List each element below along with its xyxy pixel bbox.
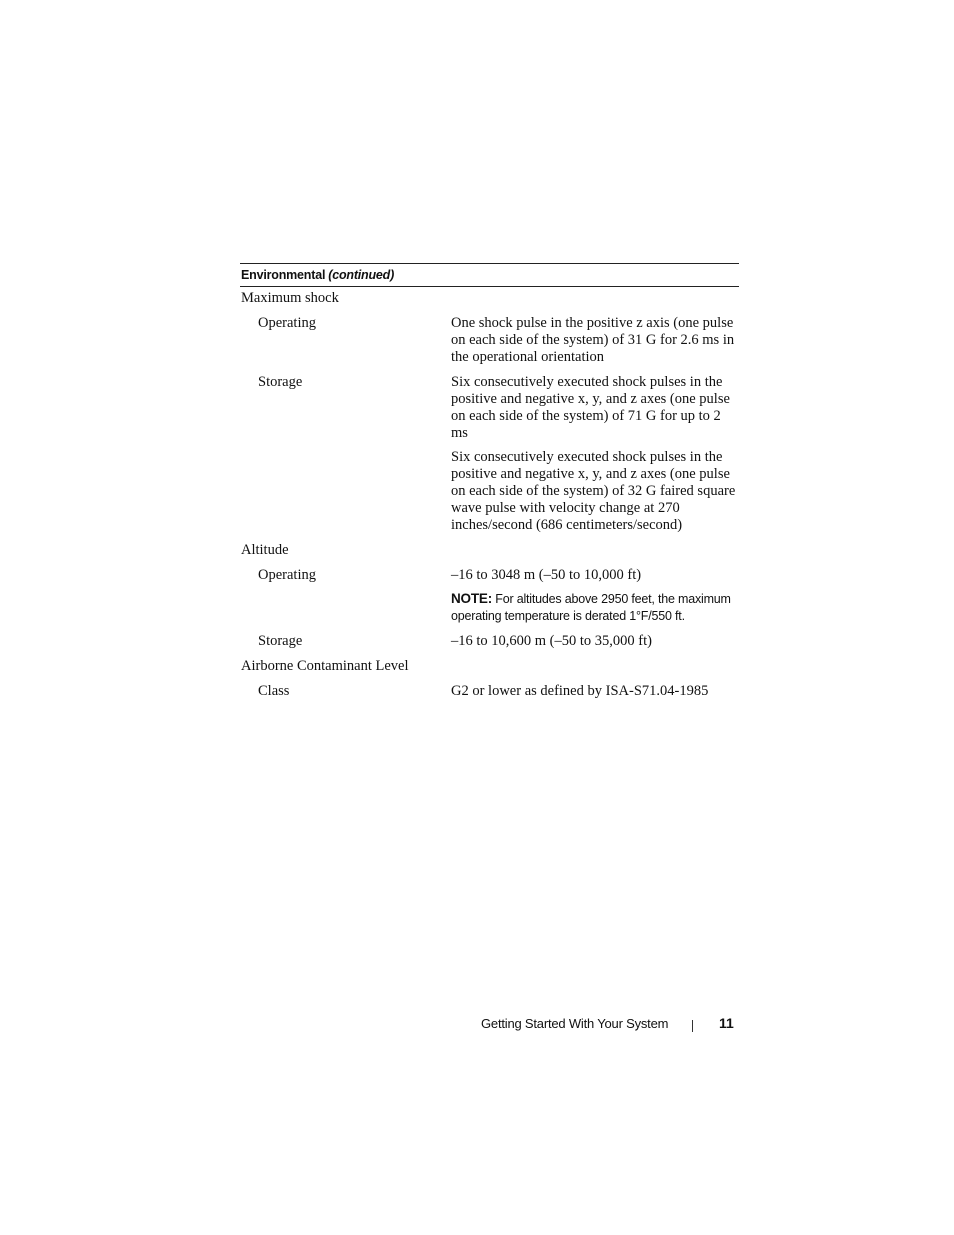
page-number: 11 (719, 1015, 734, 1031)
spec-label: Storage (258, 374, 303, 390)
spec-value-group (451, 567, 739, 625)
note-text: For altitudes above 2950 feet, the maximum operating temperature is derated 1°F/550 ft. (451, 592, 731, 623)
spec-value: G2 or lower as defined by ISA-S71.04-1985 (451, 683, 709, 699)
spec-row-contaminant-class (240, 683, 739, 700)
table-title: Environmental (241, 268, 326, 282)
section-title-airborne-contaminant: Airborne Contaminant Level (241, 658, 409, 674)
spec-value: One shock pulse in the positive z axis (one pulse on each side of the system) of 31 G for 2.6 ms in the operational orientation (451, 315, 735, 365)
note-label: NOTE: (451, 591, 492, 606)
spec-value: Six consecutively executed shock pulses in the positive and negative x, y, and z axes (one pulse on each side of the system) of 32 G faired square wave pulse with velocity change at 270 inches/second (686 centimeters/second) (451, 449, 736, 533)
footer-title: Getting Started With Your System (481, 1016, 669, 1031)
spec-row-shock-operating (240, 315, 739, 366)
spec-label: Operating (258, 315, 316, 331)
section-title-altitude: Altitude (241, 542, 289, 558)
footer-separator (692, 1020, 693, 1032)
spec-row-altitude-operating (240, 567, 739, 625)
spec-label: Operating (258, 567, 316, 583)
note (451, 590, 739, 625)
spec-row-shock-storage (240, 374, 739, 534)
spec-value-group (451, 374, 739, 534)
page-footer (481, 1014, 735, 1034)
spec-row-altitude-storage (240, 633, 739, 650)
spec-label: Storage (258, 633, 303, 649)
spec-value: Six consecutively executed shock pulses in the positive and negative x, y, and z axes (one pulse on each side of the system) of 71 G for up to 2 ms (451, 374, 730, 441)
spec-value: –16 to 10,600 m (–50 to 35,000 ft) (451, 633, 652, 649)
spec-label: Class (258, 683, 290, 699)
spec-value: –16 to 3048 m (–50 to 10,000 ft) (451, 567, 642, 583)
section-title-maximum-shock: Maximum shock (241, 290, 339, 306)
table-header (240, 263, 739, 287)
environmental-spec-table (240, 263, 739, 700)
table-title-continued: (continued) (328, 268, 395, 282)
